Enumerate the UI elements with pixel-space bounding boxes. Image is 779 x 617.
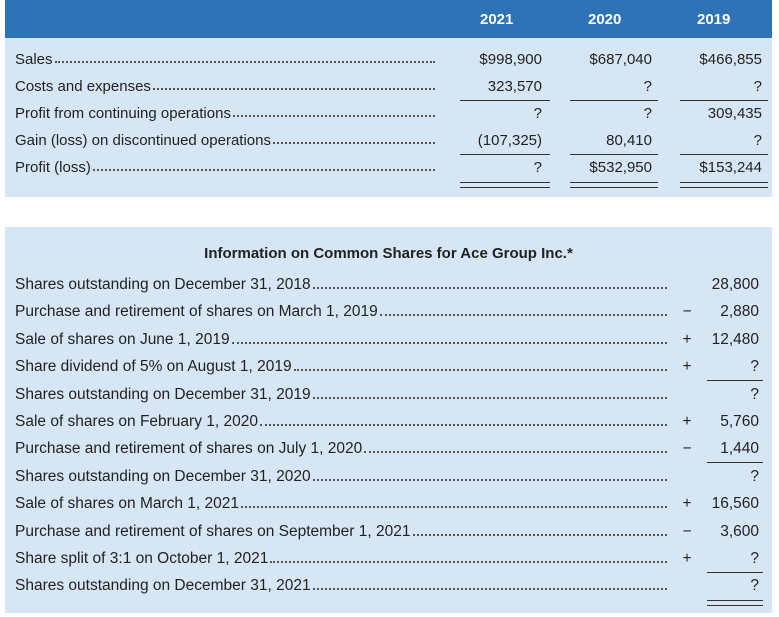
share-row-value: 1,440 bbox=[720, 440, 759, 458]
year-2019-header: 2019 bbox=[697, 11, 731, 28]
share-row-value: 12,480 bbox=[711, 330, 759, 348]
underline bbox=[707, 380, 763, 381]
share-row bbox=[5, 358, 772, 380]
share-row-sign: − bbox=[682, 303, 692, 321]
cell: $466,855 bbox=[699, 51, 762, 68]
cell: ? bbox=[533, 105, 542, 122]
costs-row bbox=[5, 78, 772, 100]
underline bbox=[460, 100, 550, 101]
row-label: Profit (loss) bbox=[15, 159, 91, 176]
share-row-label: Share dividend of 5% on August 1, 2019 bbox=[15, 358, 292, 376]
share-row-sign: + bbox=[682, 550, 692, 567]
share-row-value: 16,560 bbox=[711, 495, 759, 513]
cell: $532,950 bbox=[589, 159, 652, 176]
sales-row bbox=[5, 51, 772, 73]
share-row-sign: − bbox=[682, 440, 692, 458]
underline bbox=[680, 154, 768, 155]
shares-table bbox=[5, 227, 772, 613]
share-row-sign: + bbox=[682, 330, 692, 348]
row-label: Sales bbox=[15, 51, 53, 68]
share-row-label: Share split of 3:1 on October 1, 2021 bbox=[15, 550, 269, 567]
share-row-sign: + bbox=[682, 358, 692, 376]
cell: ? bbox=[753, 132, 762, 149]
share-row bbox=[5, 331, 772, 353]
double-underline bbox=[570, 182, 658, 188]
share-row-value: 5,760 bbox=[720, 413, 759, 430]
share-row-value: ? bbox=[750, 385, 759, 403]
row-label: Gain (loss) on discontinued operations bbox=[15, 132, 271, 149]
share-row-label: Shares outstanding on December 31, 2018 bbox=[15, 276, 311, 293]
share-row bbox=[5, 523, 772, 545]
share-row-label: Shares outstanding on December 31, 2019 bbox=[15, 385, 311, 403]
share-row bbox=[5, 550, 772, 572]
cell: ? bbox=[643, 105, 652, 122]
income-table bbox=[5, 0, 772, 197]
underline bbox=[570, 154, 658, 155]
share-row-label: Shares outstanding on December 31, 2021 bbox=[15, 577, 311, 595]
share-row-label: Sale of shares on February 1, 2020 bbox=[15, 413, 258, 430]
underline bbox=[570, 100, 658, 101]
cell: ? bbox=[753, 78, 762, 95]
share-row-label: Sale of shares on March 1, 2021 bbox=[15, 495, 240, 513]
share-row bbox=[5, 468, 772, 490]
share-row-label: Purchase and retirement of shares on September 1, 2021 bbox=[15, 522, 411, 540]
underline bbox=[680, 100, 768, 101]
cell: ? bbox=[643, 78, 652, 95]
underline bbox=[460, 154, 550, 155]
share-row bbox=[5, 413, 772, 435]
underline bbox=[707, 572, 763, 573]
cell: 323,570 bbox=[487, 78, 542, 95]
share-row-label: Sale of shares on June 1, 2019 bbox=[15, 330, 230, 348]
shares-table-title: Information on Common Shares for Ace Group Inc.* bbox=[204, 245, 573, 262]
profit-row bbox=[5, 159, 772, 181]
double-underline bbox=[707, 600, 763, 606]
share-row-label: Purchase and retirement of shares on July 1, 2020 bbox=[15, 440, 363, 458]
share-row-value: ? bbox=[750, 467, 759, 485]
cell: ? bbox=[533, 159, 542, 176]
underline bbox=[707, 462, 763, 463]
cell: (107,325) bbox=[477, 132, 542, 149]
share-row-sign: − bbox=[682, 522, 692, 540]
cell: $687,040 bbox=[589, 51, 652, 68]
discontinued-ops-row bbox=[5, 132, 772, 154]
share-row bbox=[5, 386, 772, 408]
share-row-value: 3,600 bbox=[720, 522, 759, 540]
double-underline bbox=[460, 182, 550, 188]
year-2020-header: 2020 bbox=[588, 11, 622, 28]
share-row bbox=[5, 577, 772, 599]
share-row-value: ? bbox=[750, 577, 759, 595]
cell: 80,410 bbox=[606, 132, 652, 149]
cell: 309,435 bbox=[707, 105, 762, 122]
continuing-ops-row bbox=[5, 105, 772, 127]
year-header bbox=[5, 0, 772, 38]
year-2021-header: 2021 bbox=[480, 11, 514, 28]
share-row bbox=[5, 276, 772, 298]
share-row-value: ? bbox=[750, 358, 759, 376]
share-row bbox=[5, 303, 772, 325]
share-row bbox=[5, 495, 772, 517]
share-row-label: Purchase and retirement of shares on March 1, 2019 bbox=[15, 303, 378, 321]
share-row-sign: + bbox=[682, 413, 692, 430]
row-label: Costs and expenses bbox=[15, 78, 151, 95]
double-underline bbox=[680, 182, 768, 188]
cell: $153,244 bbox=[699, 159, 762, 176]
share-row-value: 28,800 bbox=[711, 276, 759, 293]
share-row-label: Shares outstanding on December 31, 2020 bbox=[15, 467, 311, 485]
cell: $998,900 bbox=[479, 51, 542, 68]
share-row-sign: + bbox=[682, 495, 692, 513]
row-label: Profit from continuing operations bbox=[15, 105, 231, 122]
share-row-value: ? bbox=[750, 550, 759, 567]
share-row-value: 2,880 bbox=[720, 303, 759, 321]
share-row bbox=[5, 440, 772, 462]
